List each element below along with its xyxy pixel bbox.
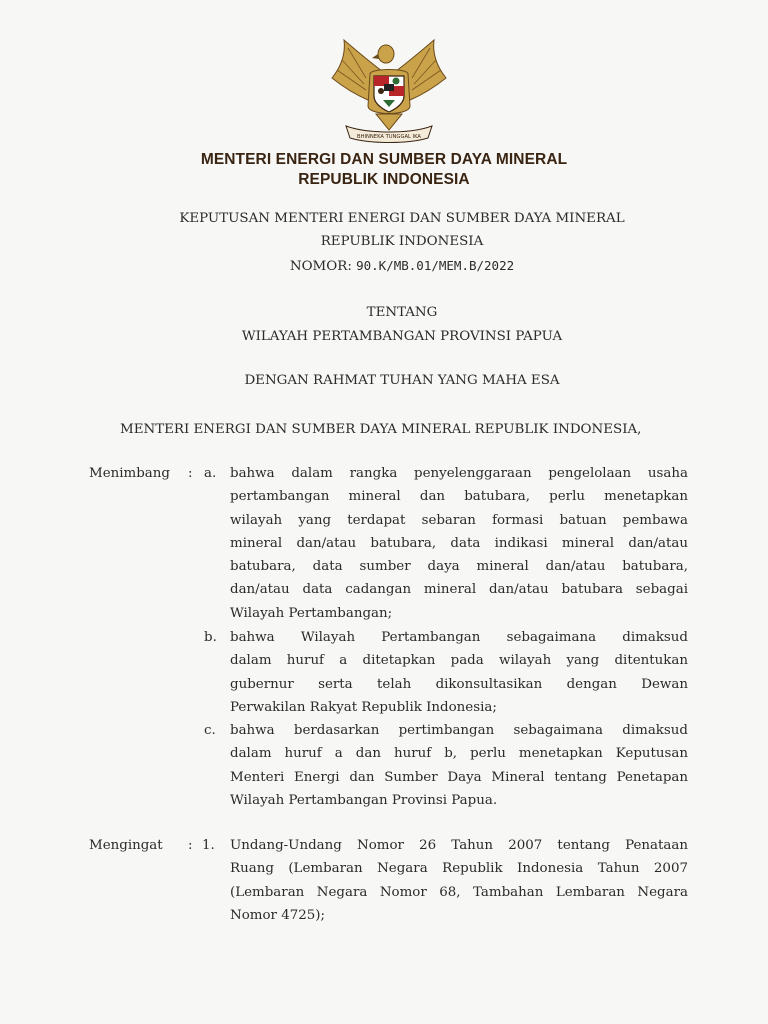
text-line: batubara, data sumber daya mineral dan/atau batubara,: [230, 559, 688, 575]
text-line: dalam huruf a ditetapkan pada wilayah yang ditentukan: [230, 653, 688, 669]
about-label: TENTANG: [366, 305, 438, 320]
text-line: Wilayah Pertambangan Provinsi Papua.: [230, 792, 498, 808]
text-line: Perwakilan Rakyat Republik Indonesia;: [230, 699, 497, 715]
text-line: dan/atau data cadangan mineral dan/atau batubara sebagai: [230, 582, 688, 598]
text-line: dalam huruf a dan huruf b, perlu menetapkan Keputusan: [230, 746, 688, 762]
text-line: gubernur serta telah dikonsultasikan dengan Dewan: [230, 676, 688, 692]
invocation: DENGAN RAHMAT TUHAN YANG MAHA ESA: [244, 373, 560, 388]
text-line: bahwa berdasarkan pertimbangan sebagaimana dimaksud: [230, 723, 688, 738]
menimbang-marker-b: b.: [204, 630, 217, 645]
emblem-motto: BHINNEKA TUNGGAL IKA: [357, 134, 421, 140]
text-line: pertambangan mineral dan batubara, perlu menetapkan: [230, 489, 688, 505]
mengingat-colon: :: [188, 838, 193, 853]
decree-number-label: NOMOR:: [289, 259, 357, 274]
text-line: wilayah yang terdapat sebaran formasi batuan pembawa: [230, 512, 688, 528]
mengingat-item-1: [230, 834, 688, 927]
menimbang-marker-a: a.: [204, 466, 217, 481]
text-line: bahwa dalam rangka penyelenggaraan pengelolaan usaha: [230, 466, 688, 481]
text-line: bahwa Wilayah Pertambangan sebagaimana dimaksud: [230, 630, 688, 645]
mengingat-marker-1: 1.: [202, 838, 215, 853]
ministry-country: REPUBLIK INDONESIA: [298, 171, 470, 188]
mengingat-label: Mengingat: [89, 838, 163, 853]
menimbang-item-b: [230, 626, 688, 719]
decree-subject: WILAYAH PERTAMBANGAN PROVINSI PAPUA: [241, 329, 563, 344]
text-line: Nomor 4725);: [230, 907, 326, 923]
decree-number-value: 90.K/MB.01/MEM.B/2022: [356, 258, 515, 273]
decree-title-line1: KEPUTUSAN MENTERI ENERGI DAN SUMBER DAYA MINERAL: [179, 211, 625, 226]
text-line: mineral dan/atau batubara, data indikasi mineral dan/atau: [230, 535, 688, 551]
text-line: Wilayah Pertambangan;: [230, 605, 393, 621]
decree-title-line2: REPUBLIK INDONESIA: [320, 234, 484, 249]
menimbang-marker-c: c.: [204, 723, 216, 738]
ministry-name: MENTERI ENERGI DAN SUMBER DAYA MINERAL: [200, 151, 568, 168]
menimbang-label: Menimbang: [89, 466, 170, 481]
garuda-emblem-icon: [328, 34, 450, 146]
text-line: Menteri Energi dan Sumber Daya Mineral tentang Penetapan: [230, 769, 688, 785]
menimbang-item-c: [230, 719, 688, 812]
decree-number: [18, 258, 768, 274]
text-line: Undang-Undang Nomor 26 Tahun 2007 tentang Penataan: [230, 838, 688, 853]
issuer: MENTERI ENERGI DAN SUMBER DAYA MINERAL REPUBLIK INDONESIA,: [120, 422, 642, 437]
text-line: Ruang (Lembaran Negara Republik Indonesia Tahun 2007: [230, 861, 688, 877]
menimbang-item-a: [230, 462, 688, 625]
text-line: (Lembaran Negara Nomor 68, Tambahan Lembaran Negara: [230, 884, 688, 900]
menimbang-colon: :: [188, 466, 193, 481]
